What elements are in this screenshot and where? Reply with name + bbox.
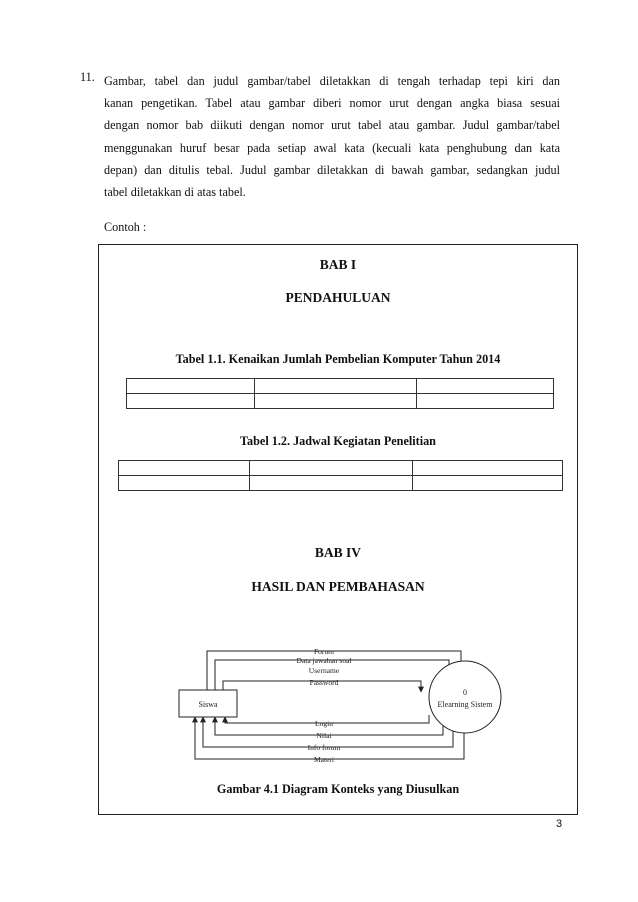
paragraph-body (104, 70, 560, 203)
example-label: Contoh : (104, 220, 147, 234)
entity-siswa-label: Siswa (198, 700, 218, 709)
context-diagram (99, 245, 579, 816)
label-data-jawaban: Data jawaban soal (296, 656, 352, 665)
label-username: Username (308, 666, 340, 675)
bab4-title: BAB IV (314, 545, 362, 560)
label-materi: Materi (314, 755, 334, 764)
label-forum: Forum (313, 647, 335, 656)
table1-caption: Tabel 1.1. Kenaikan Jumlah Pembelian Komputer Tahun 2014 (175, 352, 501, 366)
paragraph-line: dengan nomor bab diikuti dengan nomor urut tabel atau gambar. Judul gambar/tabel (104, 118, 560, 133)
process-circle (429, 661, 501, 733)
paragraph-line: menggunakan huruf besar pada setiap awal kata (kecuali kata penghubung dan kata (104, 140, 560, 155)
page-number: 3 (556, 818, 563, 830)
paragraph-line: kanan pengetikan. Tabel atau gambar diberi nomor urut dengan angka biasa sesuai (104, 96, 560, 111)
label-info-forum: Info forum (307, 743, 341, 752)
bab4-subtitle: HASIL DAN PEMBAHASAN (251, 579, 425, 594)
process-number: 0 (463, 688, 467, 697)
label-login: Login (315, 719, 333, 728)
label-password: Password (309, 678, 339, 687)
bab1-subtitle: PENDAHULUAN (285, 290, 391, 305)
paragraph-line: tabel diletakkan di atas tabel. (104, 184, 246, 199)
bab1-title: BAB I (319, 257, 357, 272)
paragraph-number: 11. (80, 70, 95, 84)
paragraph-line: depan) dan ditulis tebal. Judul gambar diletakkan di bawah gambar, sedangkan judul (104, 162, 560, 177)
figure-caption: Gambar 4.1 Diagram Konteks yang Diusulkan (216, 782, 460, 796)
label-nilai: Nilai (316, 731, 332, 740)
table2-caption: Tabel 1.2. Jadwal Kegiatan Penelitian (240, 434, 436, 448)
process-name: Elearning Sistem (437, 700, 493, 709)
example-frame (98, 244, 578, 815)
paragraph-line: Gambar, tabel dan judul gambar/tabel diletakkan di tengah terhadap tepi kiri dan (104, 74, 560, 88)
